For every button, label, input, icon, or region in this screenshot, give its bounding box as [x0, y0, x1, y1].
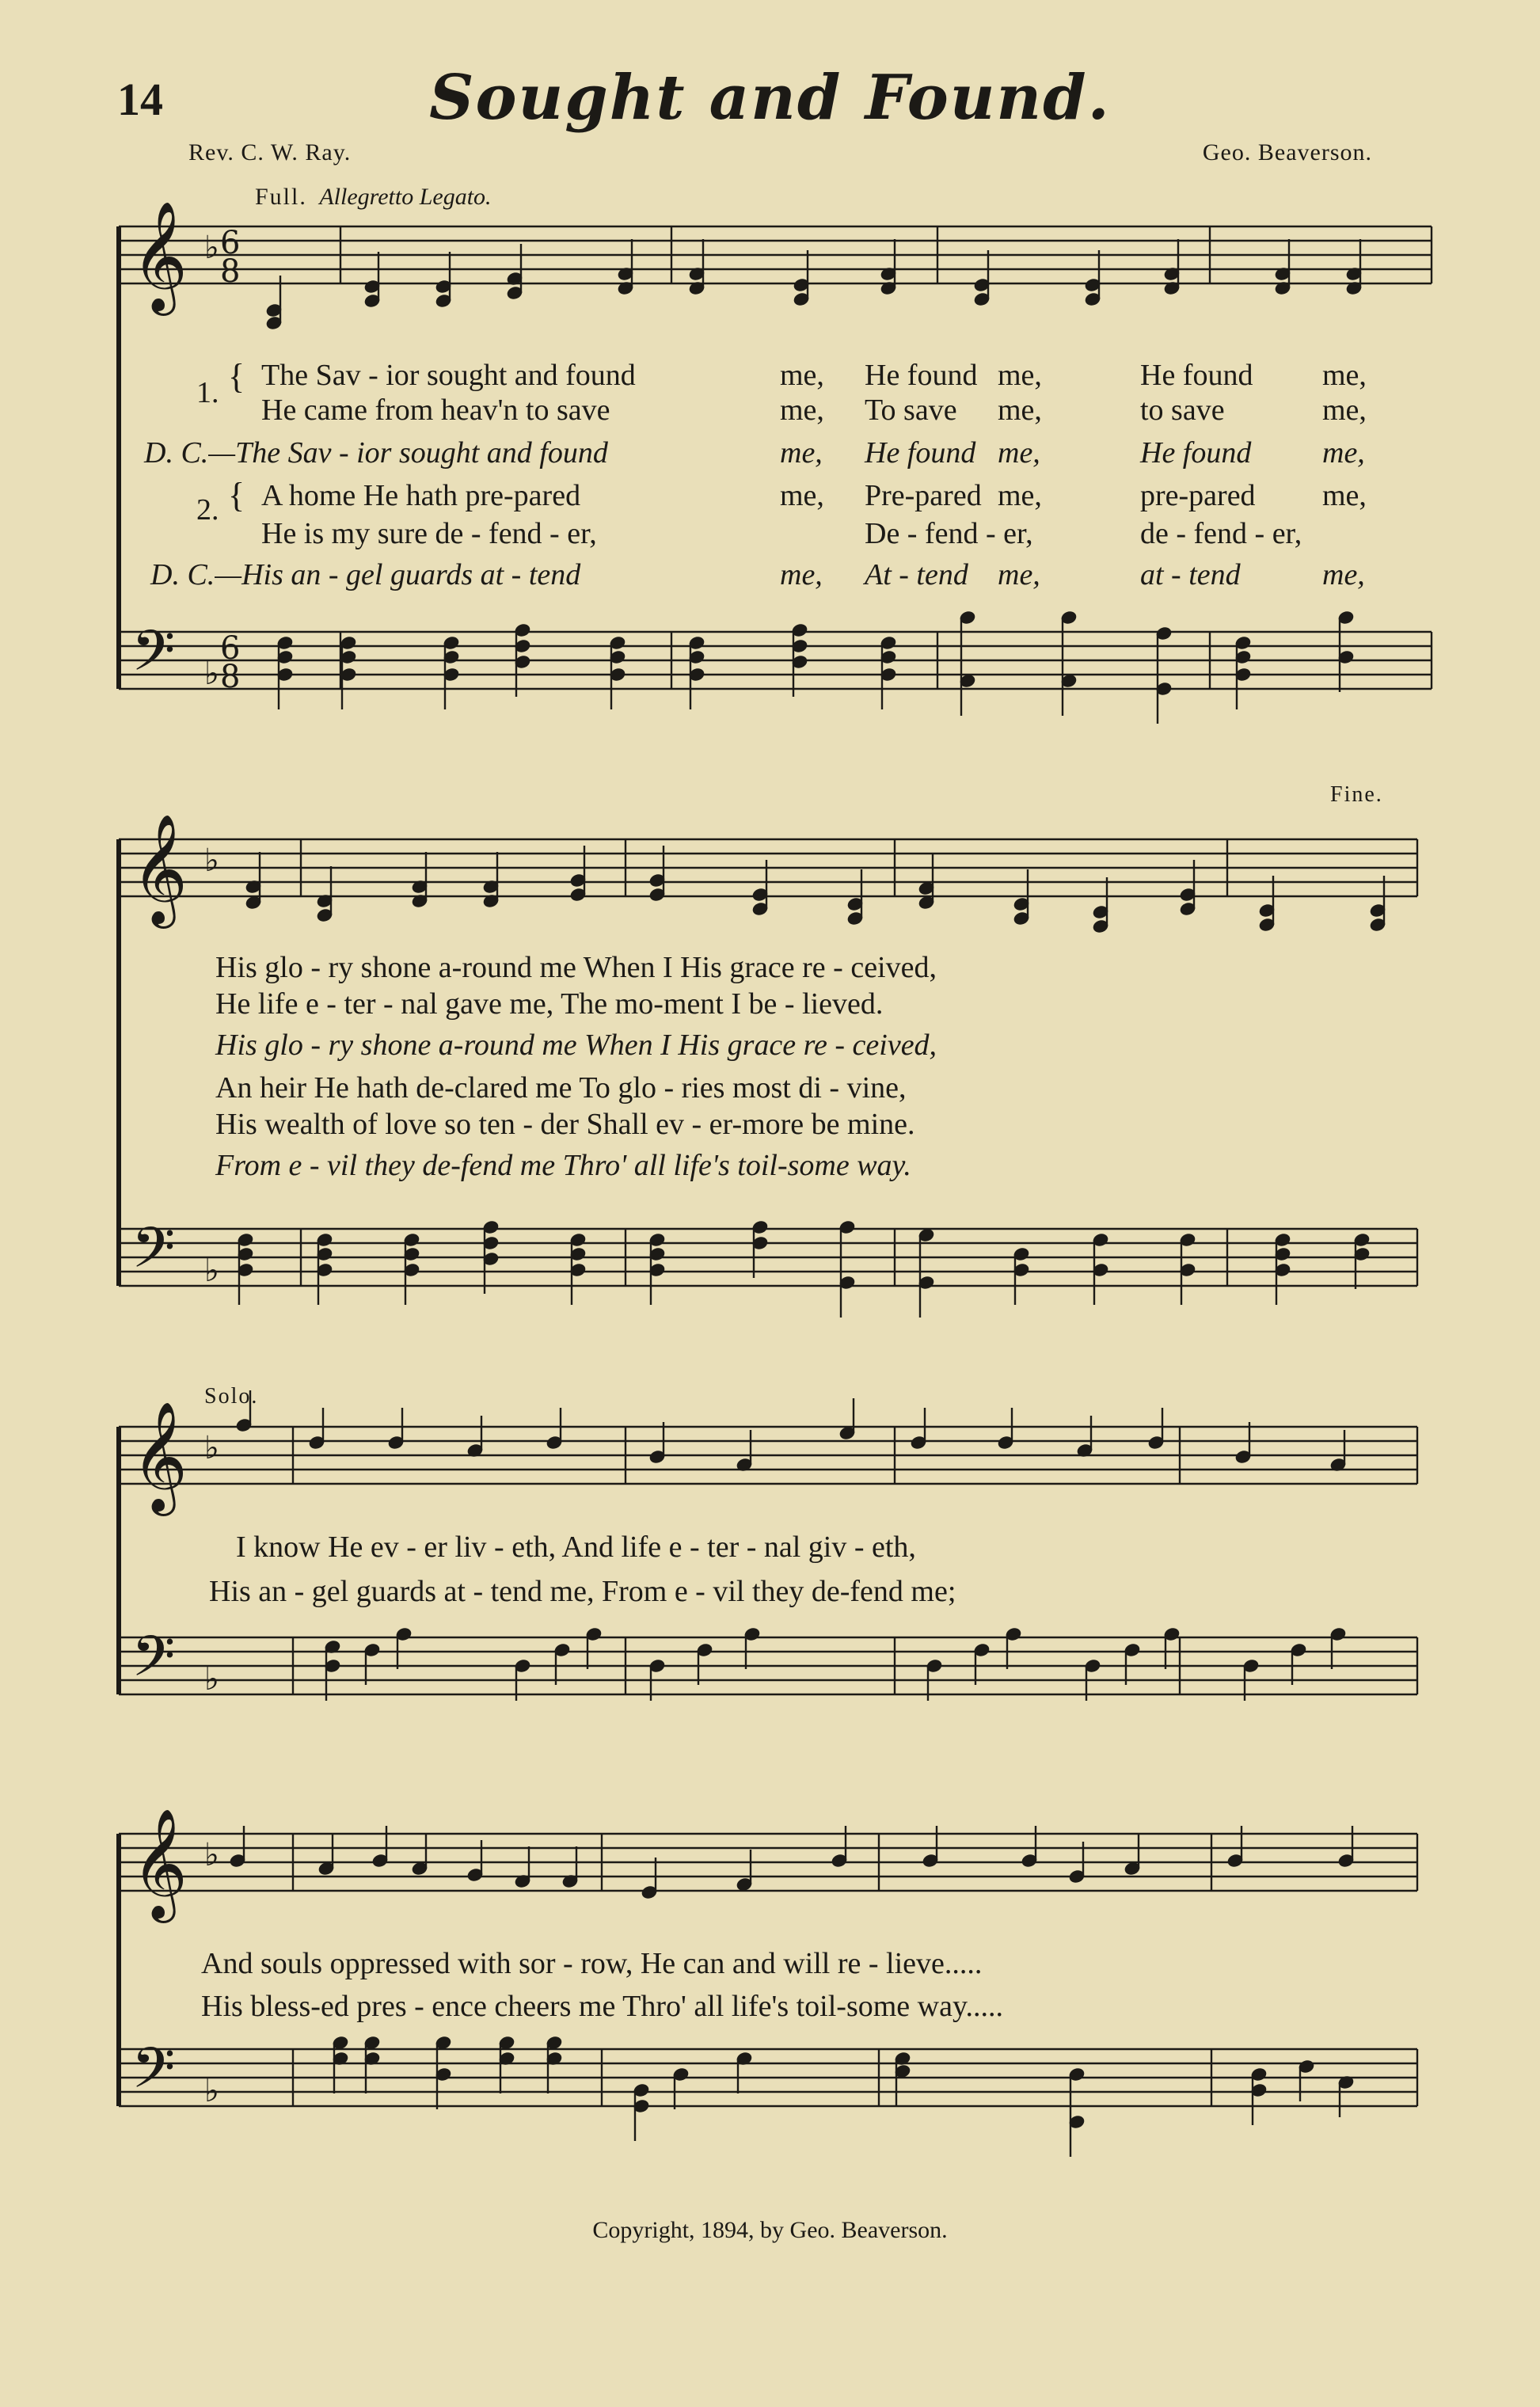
lyric-segment: At - tend [865, 558, 968, 591]
lyric-segment: de - fend - er, [1140, 517, 1302, 550]
time-signature: 6 [220, 225, 241, 261]
tempo-label: Full. [255, 184, 307, 210]
bass-clef-icon: 𝄢 [131, 1215, 176, 1295]
time-signature: 8 [220, 253, 241, 290]
composer-credit: Geo. Beaverson. [1202, 139, 1372, 165]
bass-clef-icon: 𝄢 [131, 618, 176, 698]
bass-clef-icon: 𝄢 [131, 2036, 176, 2115]
lyric-segment: D. C.—The Sav - ior sought and found [144, 436, 608, 470]
treble-clef-icon: 𝄞 [131, 201, 188, 311]
flat-icon: ♭ [204, 1837, 219, 1873]
treble-clef-icon: 𝄞 [131, 1808, 188, 1918]
lyric-segment: me, [1322, 436, 1365, 470]
verse-number-2: 2. [196, 493, 219, 527]
flat-icon: ♭ [204, 1661, 219, 1698]
flat-icon: ♭ [204, 1253, 219, 1289]
lyric-segment: me, [998, 558, 1040, 591]
lyric-segment: He came from heav'n to save [261, 394, 610, 427]
lyric-line: And souls oppressed with sor - row, He can and will re - lieve..... [201, 1947, 983, 1980]
lyricist-credit: Rev. C. W. Ray. [188, 139, 352, 165]
lyric-segment: me, [1322, 558, 1365, 591]
lyric-line: His bless-ed pres - ence cheers me Thro' all life's toil-some way..... [201, 1990, 1003, 2023]
lyric-line: An heir He hath de-clared me To glo - ries most di - vine, [215, 1071, 907, 1105]
copyright-notice: Copyright, 1894, by Geo. Beaverson. [592, 2217, 948, 2243]
lyric-segment: D. C.—His an - gel guards at - tend [150, 558, 581, 591]
brace: { [228, 357, 245, 396]
lyric-segment: To save [865, 394, 957, 427]
fine-marking: Fine. [1330, 782, 1383, 807]
lyric-segment: me, [780, 436, 823, 470]
lyric-segment: He is my sure de - fend - er, [261, 517, 597, 550]
lyric-segment: me, [780, 479, 824, 512]
lyric-segment: The Sav - ior sought and found [261, 359, 636, 392]
lyric-segment: He found [1140, 359, 1253, 392]
lyric-line: His glo - ry shone a-round me When I His grace re - ceived, [215, 1029, 937, 1062]
lyric-line: I know He ev - er liv - eth, And life e - ter - nal giv - eth, [236, 1531, 916, 1564]
flat-icon: ♭ [204, 656, 219, 692]
lyric-line: He life e - ter - nal gave me, The mo-ment I be - lieved. [215, 987, 884, 1021]
lyric-segment: me, [1322, 359, 1367, 392]
verse-number-1: 1. [196, 376, 219, 409]
lyric-segment: me, [998, 436, 1040, 470]
flat-icon: ♭ [204, 2073, 219, 2109]
lyric-segment: pre-pared [1140, 479, 1256, 512]
lyric-segment: at - tend [1140, 558, 1241, 591]
flat-icon: ♭ [204, 1430, 219, 1466]
brace: { [228, 476, 245, 515]
flat-icon: ♭ [204, 842, 219, 879]
lyric-segment: me, [1322, 394, 1367, 427]
flat-icon: ♭ [204, 230, 219, 266]
lyric-segment: to save [1140, 394, 1225, 427]
lyric-segment: A home He hath pre-pared [261, 479, 581, 512]
lyric-line: His wealth of love so ten - der Shall ev - er-more be mine. [215, 1108, 915, 1141]
lyric-segment: He found [1140, 436, 1252, 470]
lyric-segment: me, [1322, 479, 1367, 512]
lyric-line: His glo - ry shone a-round me When I His grace re - ceived, [215, 951, 937, 984]
treble-clef-icon: 𝄞 [131, 814, 188, 924]
lyric-segment: He found [865, 436, 976, 470]
lyric-segment: me, [780, 394, 824, 427]
lyric-segment: me, [780, 359, 824, 392]
tempo-text: Allegretto Legato. [319, 184, 492, 210]
lyric-segment: He found [865, 359, 978, 392]
bass-clef-icon: 𝄢 [131, 1624, 176, 1703]
lyric-line: From e - vil they de-fend me Thro' all life's toil-some way. [215, 1149, 911, 1182]
page-number: 14 [117, 74, 163, 125]
lyric-segment: me, [998, 479, 1042, 512]
treble-clef-icon: 𝄞 [131, 1401, 188, 1512]
time-signature: 8 [220, 659, 241, 695]
lyric-segment: me, [998, 359, 1042, 392]
lyric-segment: De - fend - er, [865, 517, 1033, 550]
time-signature: 6 [220, 630, 241, 667]
lyric-line: His an - gel guards at - tend me, From e - vil they de-fend me; [209, 1575, 956, 1608]
solo-marking: Solo. [204, 1384, 259, 1409]
lyric-segment: me, [998, 394, 1042, 427]
hymn-title: Sought and Found. [429, 62, 1111, 134]
lyric-segment: Pre-pared [865, 479, 982, 512]
lyric-segment: me, [780, 558, 823, 591]
